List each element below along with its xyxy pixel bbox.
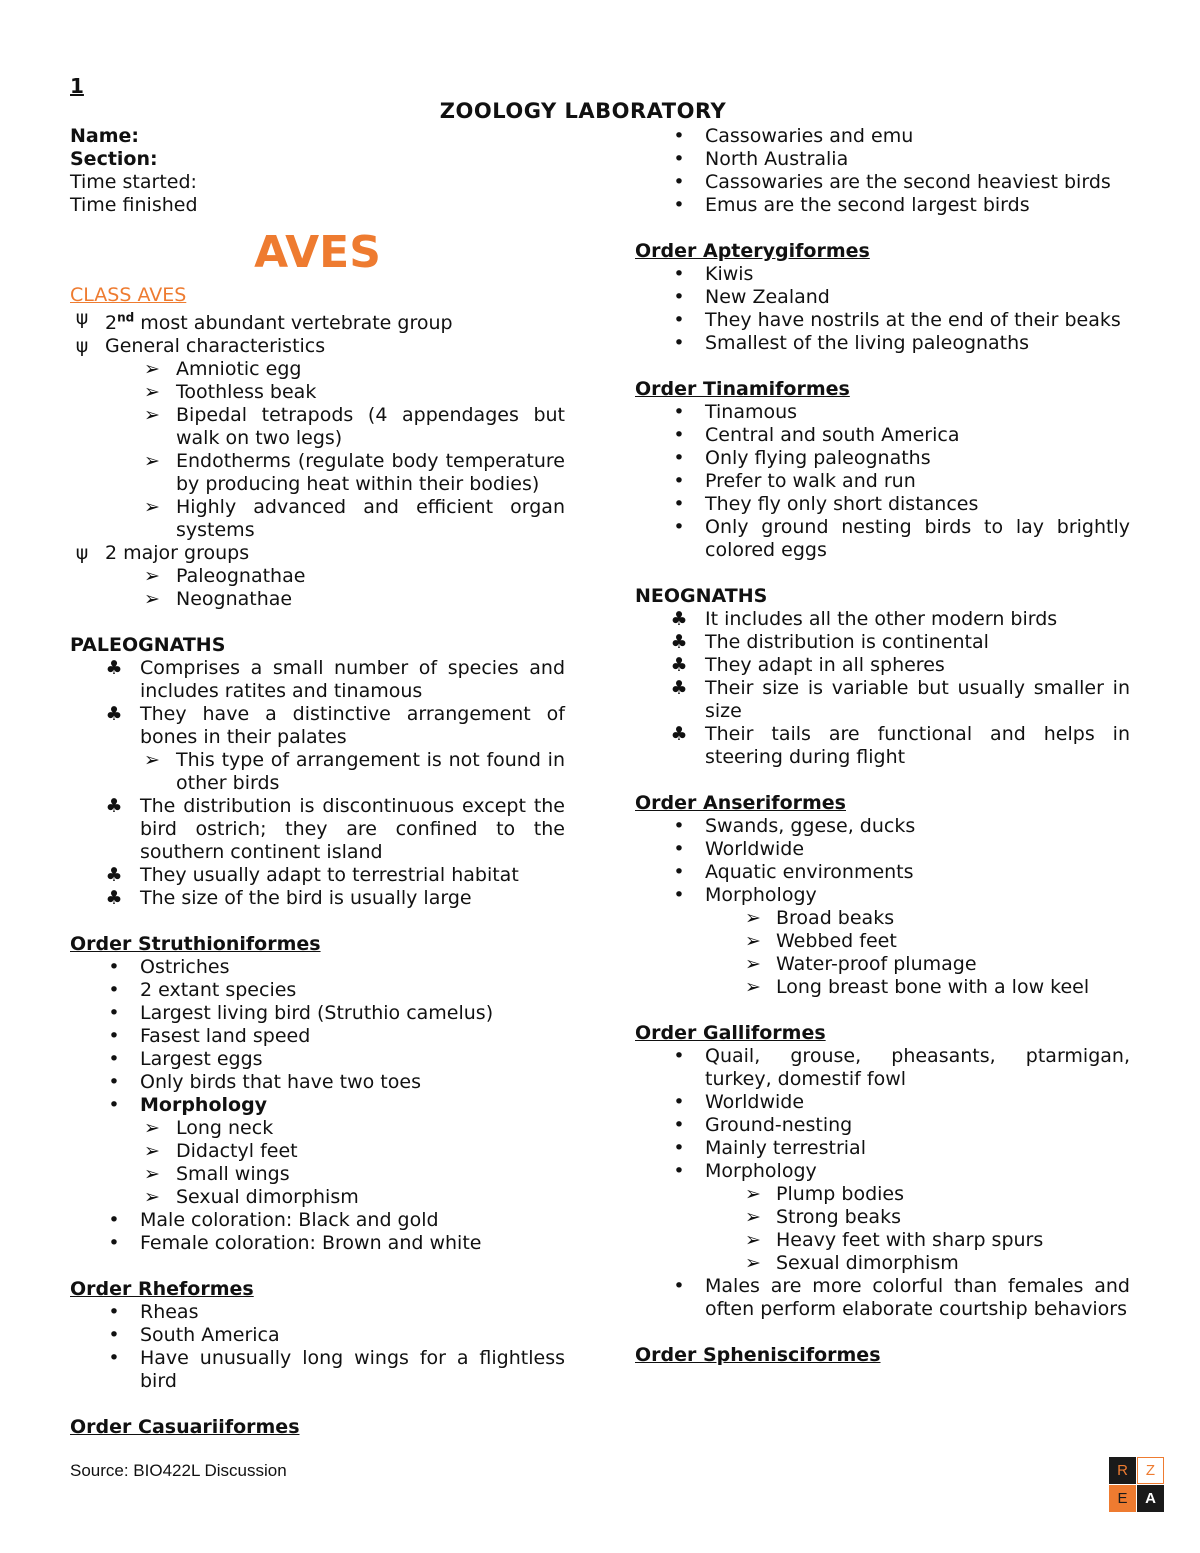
arrow-bullet-icon: ➢ [745, 907, 761, 929]
list-item [635, 631, 1130, 654]
list-item-text: Male coloration: Black and gold [140, 1209, 439, 1232]
dot-bullet-icon: • [673, 1137, 685, 1159]
list-item [635, 654, 1130, 677]
section-label: Section: [70, 148, 158, 170]
list-item-text: Their size is variable but usually smaller in size [705, 677, 1130, 722]
list-item-text: Morphology [705, 884, 817, 906]
list-item-text: Highly advanced and efficient organ systems [176, 496, 565, 542]
dot-bullet-icon: • [673, 194, 685, 216]
dot-bullet-icon: • [673, 148, 685, 170]
list-item-text: Sexual dimorphism [776, 1252, 959, 1274]
list-item-text: They fly only short distances [705, 493, 979, 515]
list-item [70, 749, 565, 795]
paleognaths-heading: PALEOGNATHS [70, 634, 226, 657]
club-bullet-icon: ♣ [670, 608, 688, 630]
list-item [70, 1209, 565, 1232]
list-item [70, 335, 565, 358]
list-item [635, 1252, 1130, 1275]
list-item [70, 358, 565, 381]
list-item-text: Only birds that have two toes [140, 1071, 421, 1094]
list-item [635, 332, 1130, 355]
list-item [635, 976, 1130, 999]
galliformes-heading: Order Galliformes [635, 1022, 826, 1044]
struthioniformes-list [70, 956, 565, 1255]
dot-bullet-icon: • [673, 1160, 685, 1182]
list-item [635, 171, 1130, 194]
dot-bullet-icon: • [673, 424, 685, 446]
dot-bullet-icon: • [673, 447, 685, 469]
logo-cell-e: E [1109, 1485, 1136, 1512]
club-bullet-icon: ♣ [105, 887, 123, 910]
list-item [70, 542, 565, 565]
list-item [70, 1140, 565, 1163]
dot-bullet-icon: • [673, 1275, 685, 1297]
page-number: 1 [70, 74, 84, 98]
list-item-text: Cassowaries and emu [705, 125, 914, 147]
arrow-bullet-icon: ➢ [745, 953, 761, 975]
club-bullet-icon: ♣ [670, 631, 688, 653]
list-item-text: Tinamous [705, 401, 798, 423]
list-item-text: They have nostrils at the end of their beaks [705, 309, 1121, 331]
list-item [635, 1160, 1130, 1183]
list-item [70, 1117, 565, 1140]
list-item [70, 565, 565, 588]
list-item-text: Paleognathae [176, 565, 306, 588]
list-item-text: Ground-nesting [705, 1114, 853, 1136]
club-bullet-icon: ♣ [670, 677, 688, 699]
list-item-text: Only ground nesting birds to lay brightly colored eggs [705, 516, 1130, 561]
list-item [70, 864, 565, 887]
list-item [70, 657, 565, 703]
list-item-text: It includes all the other modern birds [705, 608, 1058, 630]
dot-bullet-icon: • [673, 286, 685, 308]
arrow-bullet-icon: ➢ [745, 976, 761, 998]
list-item [635, 1114, 1130, 1137]
list-item [70, 381, 565, 404]
list-item-text: Fasest land speed [140, 1025, 311, 1048]
psi-bullet-icon: ψ [75, 335, 89, 358]
list-item-text: Males are more colorful than females and often perform elaborate courtship behaviors [705, 1275, 1130, 1320]
list-item-text: The distribution is discontinuous except the bird ostrich; they are confined to the southern continent island [140, 795, 565, 864]
list-item [70, 1048, 565, 1071]
list-item-text: Morphology [140, 1094, 268, 1117]
list-item [70, 1324, 565, 1347]
list-item-text: Broad beaks [776, 907, 895, 929]
list-item-text: Toothless beak [176, 381, 317, 404]
tinamiformes-list [635, 401, 1130, 562]
club-bullet-icon: ♣ [670, 654, 688, 676]
dot-bullet-icon: • [673, 884, 685, 906]
class-aves-list [70, 307, 565, 611]
neognaths-list [635, 608, 1130, 769]
logo-cell-r: R [1109, 1457, 1136, 1484]
list-item [70, 1232, 565, 1255]
list-item-text: Sexual dimorphism [176, 1186, 359, 1209]
list-item [635, 286, 1130, 309]
list-item-text: Emus are the second largest birds [705, 194, 1030, 216]
list-item [70, 1094, 565, 1117]
dot-bullet-icon: • [108, 1347, 120, 1370]
list-item-text: This type of arrangement is not found in other birds [176, 749, 565, 795]
list-item [70, 588, 565, 611]
list-item [635, 884, 1130, 907]
rheformes-heading: Order Rheformes [70, 1278, 254, 1301]
sphenisciformes-heading: Order Sphenisciformes [635, 1344, 881, 1366]
list-item [70, 307, 565, 335]
apterygiformes-heading: Order Apterygiformes [635, 240, 870, 262]
dot-bullet-icon: • [673, 125, 685, 147]
list-item-text: Swands, ggese, ducks [705, 815, 916, 837]
list-item-text: Largest eggs [140, 1048, 263, 1071]
list-item-text: South America [140, 1324, 280, 1347]
dot-bullet-icon: • [673, 838, 685, 860]
arrow-bullet-icon: ➢ [144, 450, 160, 473]
list-item-text: Cassowaries are the second heaviest birds [705, 171, 1111, 193]
list-item-text: Heavy feet with sharp spurs [776, 1229, 1044, 1251]
list-item [70, 1301, 565, 1324]
dot-bullet-icon: • [673, 516, 685, 538]
list-item [70, 496, 565, 542]
dot-bullet-icon: • [673, 332, 685, 354]
list-item [70, 1347, 565, 1393]
dot-bullet-icon: • [673, 171, 685, 193]
list-item-text: Smallest of the living paleognaths [705, 332, 1030, 354]
list-item-text: Webbed feet [776, 930, 897, 952]
list-item-text: 2nd most abundant vertebrate group [105, 311, 453, 335]
list-item [635, 263, 1130, 286]
left-column [70, 125, 565, 1439]
list-item-text: Kiwis [705, 263, 754, 285]
list-item [70, 1002, 565, 1025]
arrow-bullet-icon: ➢ [745, 1252, 761, 1274]
source-footer: Source: BIO422L Discussion [70, 1461, 287, 1480]
list-item-text: Comprises a small number of species and includes ratites and tinamous [140, 657, 565, 703]
list-item-text: Largest living bird (Struthio camelus) [140, 1002, 494, 1025]
list-item-text: Worldwide [705, 1091, 805, 1113]
list-item [635, 493, 1130, 516]
list-item [635, 1229, 1130, 1252]
list-item [635, 861, 1130, 884]
dot-bullet-icon: • [673, 1091, 685, 1113]
logo-cell-a: A [1137, 1485, 1164, 1512]
arrow-bullet-icon: ➢ [144, 358, 160, 381]
dot-bullet-icon: • [108, 1209, 120, 1232]
list-item [635, 470, 1130, 493]
list-item-text: Amniotic egg [176, 358, 302, 381]
list-item [635, 516, 1130, 562]
list-item-text: Quail, grouse, pheasants, ptarmigan, turkey, domestif fowl [705, 1045, 1130, 1090]
list-item [635, 930, 1130, 953]
dot-bullet-icon: • [673, 309, 685, 331]
list-item [635, 815, 1130, 838]
list-item [635, 309, 1130, 332]
list-item [70, 1025, 565, 1048]
list-item-text: Mainly terrestrial [705, 1137, 866, 1159]
list-item [70, 979, 565, 1002]
list-item [635, 1091, 1130, 1114]
list-item-text: Ostriches [140, 956, 230, 979]
list-item-text: The distribution is continental [705, 631, 989, 653]
list-item [70, 795, 565, 864]
dot-bullet-icon: • [673, 1114, 685, 1136]
list-item [635, 1137, 1130, 1160]
casuariiformes-heading: Order Casuariiformes [70, 1416, 300, 1439]
dot-bullet-icon: • [108, 956, 120, 979]
paleognaths-list [70, 657, 565, 910]
class-aves-heading: CLASS AVES [70, 284, 187, 306]
reza-logo [1109, 1457, 1165, 1513]
list-item-text: New Zealand [705, 286, 830, 308]
psi-bullet-icon: ψ [75, 542, 89, 565]
list-item [70, 1163, 565, 1186]
arrow-bullet-icon: ➢ [745, 1229, 761, 1251]
name-label: Name: [70, 125, 140, 147]
list-item-text: They have a distinctive arrangement of bones in their palates [140, 703, 565, 749]
dot-bullet-icon: • [108, 1002, 120, 1025]
list-item [70, 703, 565, 749]
dot-bullet-icon: • [108, 1094, 120, 1117]
list-item-text: Endotherms (regulate body temperature by producing heat within their bodies) [176, 450, 565, 496]
aves-title: AVES [254, 227, 381, 278]
list-item-text: They usually adapt to terrestrial habitat [140, 864, 519, 887]
neognaths-heading: NEOGNATHS [635, 585, 768, 607]
arrow-bullet-icon: ➢ [144, 1117, 160, 1140]
dot-bullet-icon: • [673, 470, 685, 492]
time-started-label: Time started: [70, 171, 197, 193]
document-title: ZOOLOGY LABORATORY [439, 99, 727, 123]
apterygiformes-list [635, 263, 1130, 355]
arrow-bullet-icon: ➢ [144, 1140, 160, 1163]
list-item-text: Their tails are functional and helps in steering during flight [705, 723, 1130, 768]
list-item [635, 1206, 1130, 1229]
rheformes-list [70, 1301, 565, 1393]
list-item [635, 194, 1130, 217]
list-item-text: They adapt in all spheres [705, 654, 945, 676]
list-item-text: 2 major groups [105, 542, 250, 565]
list-item-text: Long breast bone with a low keel [776, 976, 1090, 998]
club-bullet-icon: ♣ [105, 795, 123, 818]
list-item [635, 1045, 1130, 1091]
dot-bullet-icon: • [673, 815, 685, 837]
list-item-text: Didactyl feet [176, 1140, 298, 1163]
list-item-text: Only flying paleognaths [705, 447, 931, 469]
anseriformes-list [635, 815, 1130, 999]
list-item [635, 148, 1130, 171]
list-item [70, 450, 565, 496]
club-bullet-icon: ♣ [105, 703, 123, 726]
logo-cell-z: Z [1137, 1457, 1164, 1484]
arrow-bullet-icon: ➢ [144, 496, 160, 519]
dot-bullet-icon: • [108, 1324, 120, 1347]
tinamiformes-heading: Order Tinamiformes [635, 378, 850, 400]
list-item-text: Rheas [140, 1301, 199, 1324]
list-item-text: Water-proof plumage [776, 953, 977, 975]
list-item-text: Small wings [176, 1163, 290, 1186]
dot-bullet-icon: • [108, 1071, 120, 1094]
list-item-text: Strong beaks [776, 1206, 901, 1228]
anseriformes-heading: Order Anseriformes [635, 792, 846, 814]
arrow-bullet-icon: ➢ [144, 404, 160, 427]
list-item [635, 677, 1130, 723]
list-item-text: Morphology [705, 1160, 817, 1182]
list-item [635, 608, 1130, 631]
list-item [70, 887, 565, 910]
list-item [635, 424, 1130, 447]
list-item-text: Bipedal tetrapods (4 appendages but walk on two legs) [176, 404, 565, 450]
casuariiformes-list [635, 125, 1130, 217]
list-item [635, 1183, 1130, 1206]
dot-bullet-icon: • [108, 1232, 120, 1255]
dot-bullet-icon: • [108, 1025, 120, 1048]
arrow-bullet-icon: ➢ [144, 1163, 160, 1186]
list-item-text: North Australia [705, 148, 849, 170]
psi-bullet-icon: ψ [75, 307, 89, 329]
list-item [635, 1275, 1130, 1321]
dot-bullet-icon: • [108, 1301, 120, 1324]
list-item [635, 907, 1130, 930]
arrow-bullet-icon: ➢ [144, 565, 160, 588]
list-item [70, 956, 565, 979]
list-item-text: Female coloration: Brown and white [140, 1232, 482, 1255]
arrow-bullet-icon: ➢ [745, 1206, 761, 1228]
list-item [635, 723, 1130, 769]
dot-bullet-icon: • [673, 493, 685, 515]
dot-bullet-icon: • [673, 263, 685, 285]
list-item [635, 401, 1130, 424]
arrow-bullet-icon: ➢ [144, 381, 160, 404]
list-item-text: Long neck [176, 1117, 274, 1140]
list-item-text: Central and south America [705, 424, 960, 446]
dot-bullet-icon: • [673, 401, 685, 423]
club-bullet-icon: ♣ [105, 657, 123, 680]
list-item [70, 1071, 565, 1094]
list-item [70, 404, 565, 450]
list-item-text: General characteristics [105, 335, 326, 358]
arrow-bullet-icon: ➢ [144, 588, 160, 611]
list-item-text: Worldwide [705, 838, 805, 860]
list-item-text: Plump bodies [776, 1183, 904, 1205]
club-bullet-icon: ♣ [105, 864, 123, 887]
list-item [635, 447, 1130, 470]
arrow-bullet-icon: ➢ [745, 1183, 761, 1205]
struthioniformes-heading: Order Struthioniformes [70, 933, 321, 956]
list-item-text: Aquatic environments [705, 861, 914, 883]
arrow-bullet-icon: ➢ [144, 1186, 160, 1209]
dot-bullet-icon: • [108, 979, 120, 1002]
dot-bullet-icon: • [673, 1045, 685, 1067]
arrow-bullet-icon: ➢ [144, 749, 160, 772]
time-finished-label: Time finished [70, 194, 198, 216]
arrow-bullet-icon: ➢ [745, 930, 761, 952]
dot-bullet-icon: • [108, 1048, 120, 1071]
list-item [635, 125, 1130, 148]
list-item-text: Neognathae [176, 588, 293, 611]
right-column [635, 125, 1130, 1367]
dot-bullet-icon: • [673, 861, 685, 883]
list-item-text: The size of the bird is usually large [140, 887, 472, 910]
list-item-text: Have unusually long wings for a flightless bird [140, 1347, 565, 1393]
list-item [635, 838, 1130, 861]
list-item [70, 1186, 565, 1209]
list-item [635, 953, 1130, 976]
club-bullet-icon: ♣ [670, 723, 688, 745]
list-item-text: 2 extant species [140, 979, 297, 1002]
list-item-text: Prefer to walk and run [705, 470, 916, 492]
galliformes-list [635, 1045, 1130, 1321]
